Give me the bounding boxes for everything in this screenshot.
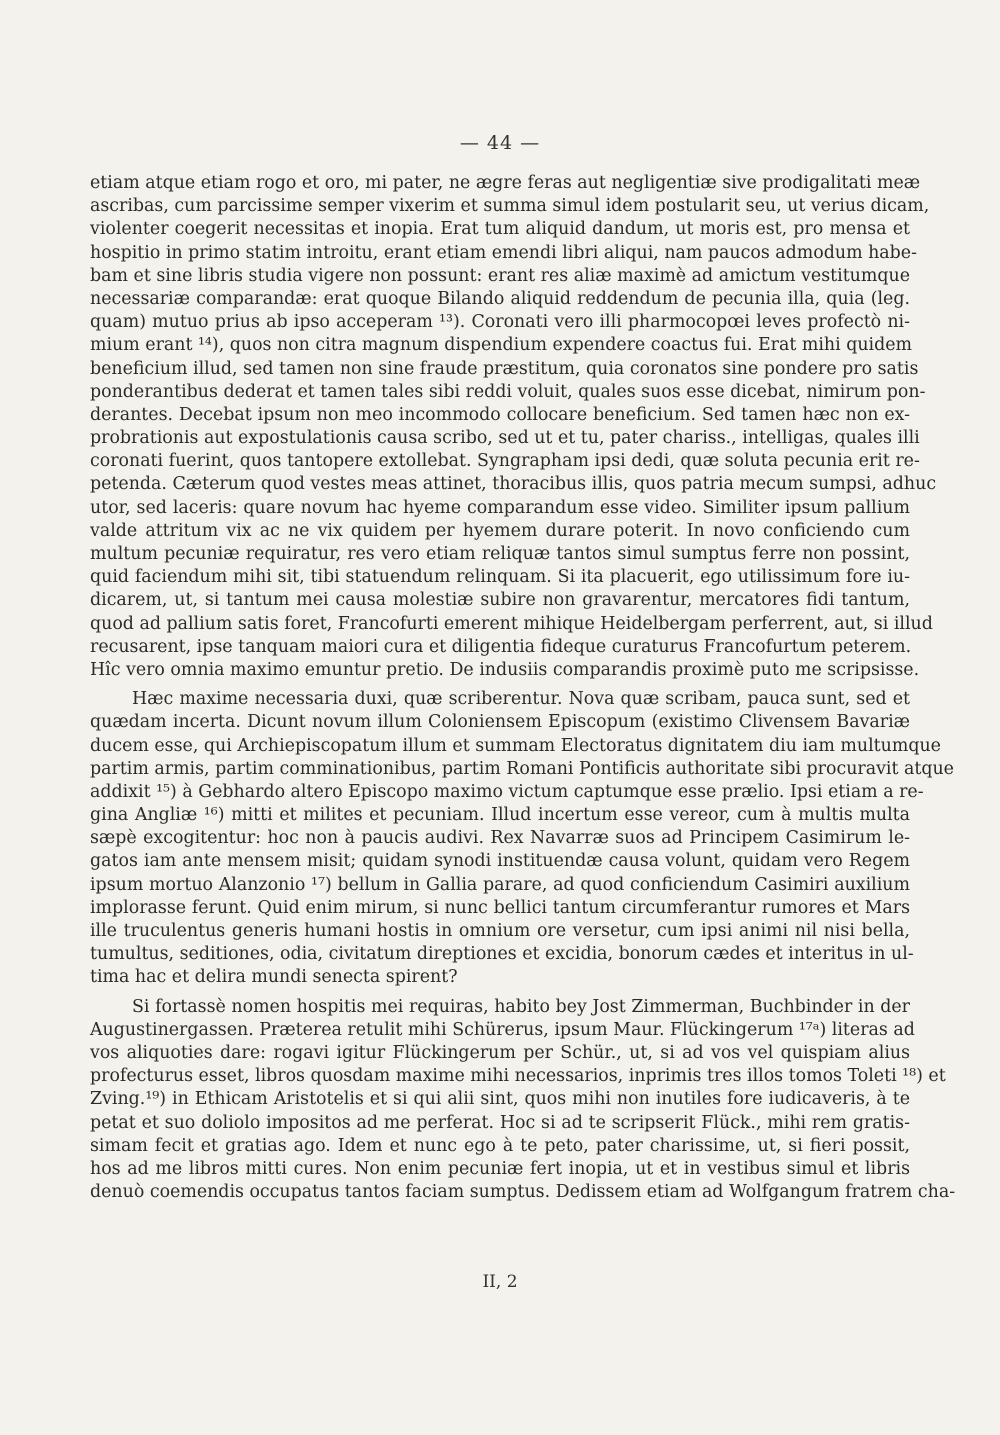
- text-line: multum pecuniæ requiratur, res vero etiam reliquæ tantos simul sumptus ferre non possint,: [90, 544, 910, 564]
- text-line: etiam atque etiam rogo et oro, mi pater, ne ægre feras aut negligentiæ sive prodigalitati meæ: [90, 173, 921, 193]
- text-line: necessariæ comparandæ: erat quoque Bilando aliquid reddendum de pecunia illa, quia (leg.: [90, 288, 910, 309]
- paragraph: [90, 688, 954, 989]
- text-line: dicarem, ut, si tantum mei causa molestiæ subire non gravarentur, mercatores fidi tantum,: [90, 590, 910, 611]
- text-line: probrationis aut expostulationis causa scribo, sed ut et tu, pater chariss., intelligas, quales illi: [90, 428, 920, 449]
- text-line: quædam incerta. Dicunt novum illum Coloniensem Episcopum (existimo Clivensem Bavariæ: [90, 712, 910, 733]
- text-line: quam) mutuo prius ab ipso acceperam ¹³). Coronati vero illi pharmocopœi leves profectò ni-: [90, 312, 910, 333]
- text-line: addixit ¹⁵) à Gebhardo altero Episcopo maximo victum captumque esse prælio. Ipsi etiam a re-: [90, 781, 924, 802]
- text-line: bam et sine libris studia vigere non possunt: erant res aliæ maximè ad amictum vestitumque: [90, 265, 910, 286]
- paragraph: [90, 172, 937, 682]
- text-line: beneficium illud, sed tamen non sine fraude præstitum, quia coronatos sine pondere pro satis: [90, 358, 919, 379]
- text-line: tima hac et delira mundi senecta spirent?: [90, 967, 458, 988]
- text-line: Zving.¹⁹) in Ethicam Aristotelis et si qui alii sint, quos mihi non inutiles fore iudicaveris, à te: [90, 1089, 910, 1110]
- text-line: ducem esse, qui Archiepiscopatum illum et summam Electoratus dignitatem diu iam multumque: [90, 735, 941, 756]
- text-line: partim armis, partim comminationibus, partim Romani Pontificis authoritate sibi procuravit atque: [90, 758, 954, 779]
- text-line: simam fecit et gratias ago. Idem et nunc ego à te peto, pater charissime, ut, si fieri possit,: [90, 1135, 910, 1156]
- page-number: — 44 —: [459, 132, 541, 154]
- text-line: denuò coemendis occupatus tantos faciam sumptus. Dedissem etiam ad Wolfgangum fratrem cha-: [90, 1182, 956, 1203]
- text-line: profecturus esset, libros quosdam maxime mihi necessarios, inprimis tres illos tomos Toleti ¹⁸) et: [90, 1066, 946, 1087]
- text-line: gina Angliæ ¹⁶) mitti et milites et pecuniam. Illud incertum esse vereor, cum à multis multa: [90, 805, 910, 826]
- text-line: petat et suo doliolo impositos ad me perferat. Hoc si ad te scripserit Flück., mihi rem gratis-: [90, 1112, 910, 1133]
- text-line: gatos iam ante mensem misit; quidam synodi instituendæ causa volunt, quidam vero Regem: [90, 851, 910, 872]
- text-line: petenda. Cæterum quod vestes meas attinet, thoracibus illis, quos patria mecum sumpsi, adhuc: [90, 474, 937, 495]
- text-line: implorasse ferunt. Quid enim mirum, si nunc bellici tantum circumferantur rumores et Mars: [90, 897, 910, 918]
- text-line: hospitio in primo statim introitu, erant etiam emendi libri aliqui, nam paucos admodum habe-: [90, 242, 917, 263]
- text-line: ponderantibus dederat et tamen tales sibi reddi voluit, quales suos esse dicebat, nimirum pon-: [90, 381, 926, 402]
- text-line: coronati fuerint, quos tantopere extollebat. Syngrapham ipsi dedi, quæ soluta pecunia erit re-: [90, 451, 920, 472]
- text-line: derantes. Decebat ipsum non meo incommodo collocare beneficium. Sed tamen hæc non ex-: [90, 404, 910, 425]
- text-line: Si fortassè nomen hospitis mei requiras, habito bey Jost Zimmerman, Buchbinder in der: [132, 996, 910, 1017]
- text-line: valde attritum vix ac ne vix quidem per hyemem durare poterit. In novo conficiendo cum: [90, 520, 910, 541]
- text-line: Hæc maxime necessaria duxi, quæ scriberentur. Nova quæ scribam, pauca sunt, sed et: [132, 689, 910, 710]
- text-line: sæpè excogitentur: hoc non à paucis audivi. Rex Navarræ suos ad Principem Casimirum le-: [90, 828, 910, 849]
- text-line: utor, sed laceris: quare novum hac hyeme comparandum esse video. Similiter ipsum pallium: [90, 497, 910, 518]
- text-line: hos ad me libros mitti cures. Non enim pecuniæ fert inopia, ut et in vestibus simul et libris: [90, 1158, 910, 1179]
- text-line: ille truculentus generis humani hostis in omnium ore versetur, cum ipsi animi nil nisi bella,: [90, 921, 910, 941]
- text-line: Hîc vero omnia maximo emuntur pretio. De indusiis comparandis proximè puto me scripsisse.: [90, 659, 920, 680]
- text-line: ascribas, cum parcissime semper vixerim et summa simul idem postularit seu, ut verius dicam,: [90, 196, 930, 217]
- paragraph: [90, 996, 956, 1205]
- body-text: [90, 172, 956, 1204]
- text-line: mium erant ¹⁴), quos non citra magnum dispendium expendere coactus fui. Erat mihi quidem: [90, 335, 913, 356]
- text-line: quod ad pallium satis foret, Francofurti emerent mihique Heidelbergam perferrent, aut, si illud: [90, 613, 933, 634]
- text-line: violenter coegerit necessitas et inopia. Erat tum aliquid dandum, ut moris est, pro mensa et: [90, 219, 910, 240]
- text-line: Augustinergassen. Præterea retulit mihi Schürerus, ipsum Maur. Flückingerum ¹⁷ᵃ) literas ad: [90, 1019, 915, 1040]
- text-line: quid faciendum mihi sit, tibi statuendum relinquam. Si ita placuerit, ego utilissimum fore iu-: [90, 567, 910, 588]
- text-line: tumultus, seditiones, odia, civitatum direptiones et excidia, bonorum cædes et interitus in ul-: [90, 944, 914, 965]
- text-line: recusarent, ipse tanquam maiori cura et diligentia fideque curaturus Francofurtum peterem.: [90, 636, 912, 657]
- signature-mark: II, 2: [482, 1272, 518, 1292]
- text-line: ipsum mortuo Alanzonio ¹⁷) bellum in Gallia parare, ad quod conficiendum Casimiri auxilium: [90, 874, 910, 895]
- text-line: vos aliquoties dare: rogavi igitur Flückingerum per Schür., ut, si ad vos vel quispiam alius: [90, 1042, 910, 1063]
